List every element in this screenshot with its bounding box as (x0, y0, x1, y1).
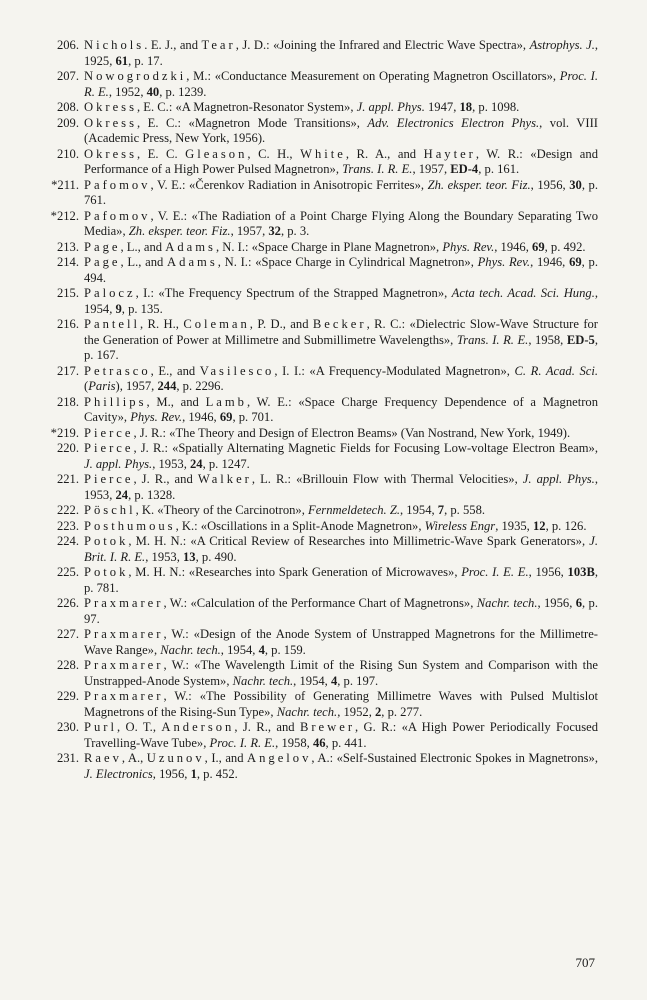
journal-title: Trans. I. R. E. (342, 162, 413, 176)
reference-body (84, 503, 598, 519)
ref-text: , 1953, (84, 472, 598, 502)
journal-title: Nachr. tech. (476, 596, 538, 610)
ref-text: , W.: «Calculation of the Performance Chart of Magnetrons», (163, 596, 477, 610)
reference-entry (30, 627, 598, 658)
author-name: Pafomov (84, 208, 151, 223)
ref-text: , p. 161. (478, 162, 520, 176)
journal-title: J. Electronics (84, 766, 153, 781)
author-name: Hayter (423, 146, 476, 161)
reference-list (30, 38, 598, 782)
ref-text: , C. H., (247, 146, 301, 161)
reference-body (84, 116, 598, 147)
ref-text: , E., and (150, 363, 200, 378)
ref-text: , p. 781. (84, 565, 598, 595)
author-name: Okress (84, 146, 137, 161)
ref-text: , 1953, (152, 456, 190, 471)
ref-text: , p. 3. (280, 224, 310, 238)
journal-title: J. appl. Phys. (522, 472, 595, 486)
reference-entry (30, 596, 598, 627)
reference-body (84, 534, 598, 565)
author-name: Pafomov (84, 177, 151, 192)
page-number: 707 (575, 955, 595, 970)
author-name: Petrasco (84, 363, 151, 378)
reference-number: 213. (56, 239, 79, 254)
ref-text: , 1953, (145, 549, 183, 564)
reference-number: 210. (56, 146, 79, 161)
reference-entry (30, 147, 598, 178)
volume-number: ED-4 (450, 162, 479, 176)
journal-title: Nachr. tech. (160, 642, 221, 657)
author-name: Pöschl (84, 503, 136, 517)
volume-number: 1 (190, 766, 197, 781)
ref-text: . E. J., and (144, 38, 202, 52)
ref-text: , p. 126. (545, 518, 587, 533)
reference-number: *211. (51, 177, 79, 192)
volume-number: 69 (219, 410, 233, 424)
author-name: Praxmarer (84, 658, 164, 672)
journal-title: Proc. I. E. E. (461, 565, 529, 579)
author-name: White (300, 146, 346, 161)
ref-text: ), 1957, (115, 379, 158, 393)
author-name: Posthumous (84, 518, 176, 533)
author-name: Pierce (84, 472, 134, 486)
ref-text: , p. 1239. (159, 84, 207, 99)
volume-number: 13 (183, 549, 196, 564)
volume-number: 12 (532, 518, 546, 533)
volume-number: 9 (115, 301, 122, 316)
reference-entry (30, 441, 598, 472)
ref-text: , M. H. N.: «Researches into Spark Generation of Microwaves», (128, 565, 462, 579)
reference-number: 209. (56, 115, 79, 130)
ref-text: , p. 452. (196, 766, 238, 781)
author-name: Phillips (84, 394, 147, 409)
reference-body (84, 317, 598, 364)
reference-body (84, 240, 598, 256)
ref-text: , p. 17. (128, 53, 163, 68)
author-name: Purl (84, 720, 117, 734)
ref-text: , W. R.: «Design and Performance of a High Power Pulsed Magnetron», (84, 146, 598, 176)
reference-body (84, 286, 598, 317)
reference-entry (30, 116, 598, 147)
reference-entry (30, 178, 598, 209)
volume-number: 24 (189, 456, 203, 471)
ref-text: , I., and (204, 751, 248, 765)
reference-body (84, 596, 598, 627)
reference-number: *219. (50, 425, 79, 440)
ref-text: , J. R., and (133, 472, 198, 486)
ref-text: , J. R., and (234, 720, 300, 734)
ref-text: , 1954, (293, 673, 331, 688)
author-name: Becker (312, 317, 367, 331)
author-name: Potok (84, 565, 129, 579)
reference-entry (30, 69, 598, 100)
journal-title: Zh. eksper. teor. Fiz. (128, 224, 231, 238)
ref-text: , 1925, (84, 38, 599, 68)
reference-entry (30, 658, 598, 689)
reference-body (84, 441, 598, 472)
author-name: Okress (84, 100, 137, 114)
ref-text: , 1957, (412, 162, 451, 176)
ref-text: , p. 97. (84, 596, 598, 626)
journal-title: Acta tech. Acad. Sci. Hung. (451, 286, 595, 300)
author-name: Potok (84, 534, 129, 548)
reference-entry (30, 534, 598, 565)
reference-number: 224. (56, 534, 79, 548)
author-name: Angelov (247, 751, 312, 765)
journal-title: Nachr. tech. (276, 704, 338, 719)
author-name: Nowogrodzki (84, 69, 187, 83)
author-name: Coleman (183, 317, 250, 331)
reference-number: 218. (56, 394, 79, 409)
reference-entry (30, 503, 598, 519)
ref-text: , W.: «Design of the Anode System of Unstrapped Magnetrons for the Millimetre-Wave Range», (84, 627, 598, 657)
ref-text: , M.: «Conductance Measurement on Operating Magnetron Oscillators», (186, 69, 560, 83)
reference-entry (30, 395, 598, 426)
journal-title: Proc. I. R. E. (209, 735, 276, 750)
ref-text: , N. I.: «Space Charge in Cylindrical Magnetron», (217, 255, 478, 269)
reference-number: 206. (56, 38, 79, 52)
volume-number: 244 (157, 379, 177, 393)
ref-text: , R. C.: «Dielectric Slow-Wave Structure for the Generation of Power at Millimetre and Submillimetre Wavelengths», (84, 317, 599, 347)
ref-text: , p. 135. (121, 301, 163, 316)
journal-title: Paris (88, 379, 116, 393)
reference-number: 214. (56, 255, 79, 269)
reference-number: 217. (56, 363, 79, 378)
author-name: Page (84, 239, 121, 254)
ref-text: , I.: «The Frequency Spectrum of the Strapped Magnetron», (135, 286, 452, 300)
journal-title: Phys. Rev. (477, 255, 531, 269)
volume-number: 61 (115, 53, 129, 68)
reference-entry (30, 720, 598, 751)
ref-text: , P. D., and (249, 317, 313, 331)
journal-title: J. appl. Phys. (84, 456, 153, 471)
author-name: Pantell (84, 317, 140, 331)
volume-number: 32 (268, 224, 281, 238)
volume-number: 24 (115, 487, 129, 502)
author-name: Praxmarer (84, 627, 164, 641)
ref-text: , 1952, (337, 704, 375, 719)
reference-body (84, 426, 598, 442)
reference-entry (30, 426, 598, 442)
author-name: Page (84, 255, 121, 269)
author-name: Tear (201, 38, 236, 52)
volume-number: 46 (312, 735, 326, 750)
ref-text: , E. C.: «Magnetron Mode Transitions», (136, 115, 368, 130)
volume-number: 30 (569, 177, 582, 192)
ref-text: , p. 1098. (472, 100, 520, 114)
ref-text: , J. R.: «The Theory and Design of Electron Beams» (Van Nostrand, New York, 1949). (133, 425, 571, 440)
journal-title: Phys. Rev. (130, 410, 183, 424)
reference-number: 220. (56, 441, 79, 455)
author-name: Okress (84, 115, 137, 130)
ref-text: , 1952, (108, 84, 147, 99)
reference-entry (30, 472, 598, 503)
ref-text: , J. R.: «Spatially Alternating Magnetic Fields for Focusing Low-voltage Electron Beam», (133, 441, 598, 455)
reference-number: 226. (56, 596, 79, 610)
reference-number: 230. (56, 720, 79, 734)
author-name: Walker (197, 472, 252, 486)
journal-title: Wireless Engr (424, 518, 496, 533)
ref-text: , 1954, (400, 503, 438, 517)
ref-text: , L. R.: «Brillouin Flow with Thermal Velocities», (251, 472, 523, 486)
ref-text: , 1956, (537, 596, 576, 610)
journal-title: Proc. I. R. E. (84, 69, 598, 99)
volume-number: 18 (459, 100, 473, 114)
journal-title: J. appl. Phys. (356, 100, 425, 114)
reference-entry (30, 317, 598, 364)
reference-body (84, 395, 598, 426)
reference-number: 223. (56, 518, 79, 533)
ref-text: , p. 277. (381, 704, 423, 719)
ref-text: , p. 1247. (202, 456, 250, 471)
volume-number: 69 (532, 239, 545, 254)
reference-entry (30, 255, 598, 286)
author-name: Nichols (84, 38, 145, 52)
author-name: Palocz (84, 286, 136, 300)
reference-body (84, 147, 598, 178)
reference-number: 229. (56, 689, 79, 703)
volume-number: 103B (567, 565, 595, 579)
reference-body (84, 627, 598, 658)
author-name: Lamb (205, 394, 247, 409)
ref-text: , p. 761. (84, 177, 599, 207)
author-name: Vasilesco (199, 363, 275, 378)
reference-body (84, 658, 598, 689)
reference-body (84, 69, 598, 100)
ref-text: , W.: «The Possibility of Generating Millimetre Waves with Pulsed Multislot Magnetrons of the Rising-Sun Type», (84, 689, 598, 719)
ref-text: , 1946, (494, 239, 533, 254)
journal-title: Fernmeldetech. Z. (308, 503, 400, 517)
volume-number: 69 (569, 255, 582, 269)
reference-body (84, 689, 598, 720)
volume-number: 6 (575, 596, 583, 610)
journal-title: Adv. Electronics Electron Phys. (367, 115, 540, 130)
ref-text: , p. 2296. (176, 379, 224, 393)
reference-number: 231. (56, 751, 79, 765)
author-name: Adams (167, 255, 218, 269)
ref-text: , 1946, (182, 410, 220, 424)
journal-title: Zh. eksper. teor. Fiz. (427, 177, 531, 192)
ref-text: , 1954, (220, 642, 259, 657)
ref-text: , R. A., and (345, 146, 424, 161)
ref-text: , 1954, (84, 286, 599, 316)
ref-text: , A.: «Self-Sustained Electronic Spokes in Magnetrons», (311, 751, 598, 765)
ref-text: , G. R.: «A High Power Periodically Focused Travelling-Wave Tube», (84, 720, 599, 750)
reference-entry (30, 689, 598, 720)
ref-text: ( (84, 379, 89, 393)
author-name: Brewer (299, 720, 356, 734)
reference-entry (30, 240, 598, 256)
ref-text: , 1956, (152, 766, 191, 781)
reference-entry (30, 100, 598, 116)
author-name: Pierce (84, 425, 134, 440)
reference-body (84, 178, 598, 209)
ref-text: , 1946, (530, 255, 570, 269)
reference-body (84, 364, 598, 395)
ref-text: , A., (121, 751, 147, 765)
journal-title: J. Brit. I. R. E. (84, 534, 598, 564)
ref-text: , L., and (120, 239, 166, 254)
ref-text: , 1958, (528, 332, 567, 347)
ref-text: , R. H., (139, 317, 184, 331)
author-name: Uzunov (146, 751, 205, 765)
volume-number: 40 (146, 84, 160, 99)
reference-body (84, 255, 598, 286)
ref-text: , K. «Theory of the Carcinotron», (135, 503, 309, 517)
volume-number: ED-5 (566, 332, 595, 347)
author-name: Praxmarer (84, 689, 164, 703)
ref-text: , 1957, (230, 224, 269, 238)
journal-title: Nachr. tech. (232, 673, 294, 688)
reference-entry (30, 209, 598, 240)
volume-number: 4 (258, 642, 265, 657)
reference-number: 225. (56, 565, 79, 579)
author-name: Pierce (84, 441, 134, 455)
author-name: Gleason (185, 146, 248, 161)
journal-title: Astrophys. J. (529, 38, 595, 52)
ref-text: , W.: «The Wavelength Limit of the Rising Sun System and Comparison with the Unstrapped-Anode System», (84, 658, 598, 688)
ref-text: , p. 701. (232, 410, 274, 424)
author-name: Praxmarer (84, 596, 164, 610)
ref-text: , p. 159. (264, 642, 306, 657)
reference-body (84, 751, 598, 782)
reference-entry (30, 286, 598, 317)
ref-text: , p. 167. (84, 332, 598, 362)
journal-title: C. R. Acad. Sci. (514, 363, 598, 378)
ref-text: 1947, (424, 100, 460, 114)
reference-body (84, 38, 598, 69)
volume-number: 4 (330, 673, 338, 688)
reference-entry (30, 38, 598, 69)
ref-text: , p. 558. (444, 503, 486, 517)
journal-title: Trans. I. R. E. (456, 332, 529, 347)
reference-number: 215. (56, 286, 79, 300)
ref-text: , p. 441. (325, 735, 367, 750)
ref-text: , p. 197. (337, 673, 379, 688)
reference-body (84, 720, 598, 751)
ref-text: , N. I.: «Space Charge in Plane Magnetron», (215, 239, 443, 254)
ref-text: , K.: «Oscillations in a Split-Anode Magnetron», (175, 518, 425, 533)
reference-body (84, 209, 598, 240)
reference-number: 208. (56, 100, 79, 114)
volume-number: 7 (437, 503, 445, 517)
reference-number: 227. (56, 627, 79, 641)
reference-body (84, 519, 598, 535)
reference-number: *212. (50, 208, 79, 223)
author-name: Raev (84, 751, 122, 765)
ref-text: , 1956, (530, 177, 570, 192)
ref-text: , V. E.: «The Radiation of a Point Charge Flying Along the Boundary Separating Two Media», (84, 208, 598, 238)
ref-text: , I. I.: «A Frequency-Modulated Magnetron», (274, 363, 515, 378)
reference-body (84, 565, 598, 596)
volume-number: 2 (374, 704, 382, 719)
reference-number: 222. (56, 503, 79, 517)
ref-text: , W. E.: «Space Charge Frequency Dependence of a Magnetron Cavity», (84, 394, 598, 424)
reference-number: 221. (56, 472, 79, 486)
journal-title: Phys. Rev. (442, 239, 495, 254)
reference-body (84, 100, 598, 116)
reference-number: 228. (56, 658, 79, 672)
ref-text: , L., and (120, 255, 168, 269)
ref-text: , E. C.: «A Magnetron-Resonator System», (136, 100, 357, 114)
ref-text: , p. 1328. (128, 487, 176, 502)
author-name: Adams (165, 239, 216, 254)
reference-entry (30, 565, 598, 596)
ref-text: , p. 490. (195, 549, 237, 564)
ref-text: , M., and (146, 394, 206, 409)
ref-text: , 1935, (495, 518, 533, 533)
ref-text: , O. T., (117, 720, 162, 734)
ref-text: , E. C. (136, 146, 186, 161)
ref-text: , vol. VIII (Academic Press, New York, 1956). (84, 115, 598, 145)
reference-body (84, 472, 598, 503)
ref-text: , 1956, (528, 565, 568, 579)
author-name: Anderson (161, 720, 235, 734)
reference-number: 216. (56, 317, 79, 331)
reference-entry (30, 519, 598, 535)
ref-text: , p. 492. (544, 239, 586, 254)
ref-text: , V. E.: «Čerenkov Radiation in Anisotropic Ferrites», (150, 177, 428, 192)
ref-text: , M. H. N.: «A Critical Review of Researches into Millimetric-Wave Spark Generators», (128, 534, 590, 548)
reference-entry (30, 364, 598, 395)
reference-number: 207. (56, 69, 79, 83)
ref-text: , p. 494. (84, 255, 598, 285)
reference-entry (30, 751, 598, 782)
ref-text: , 1958, (275, 735, 313, 750)
ref-text: , J. D.: «Joining the Infrared and Electric Wave Spectra», (235, 38, 530, 52)
